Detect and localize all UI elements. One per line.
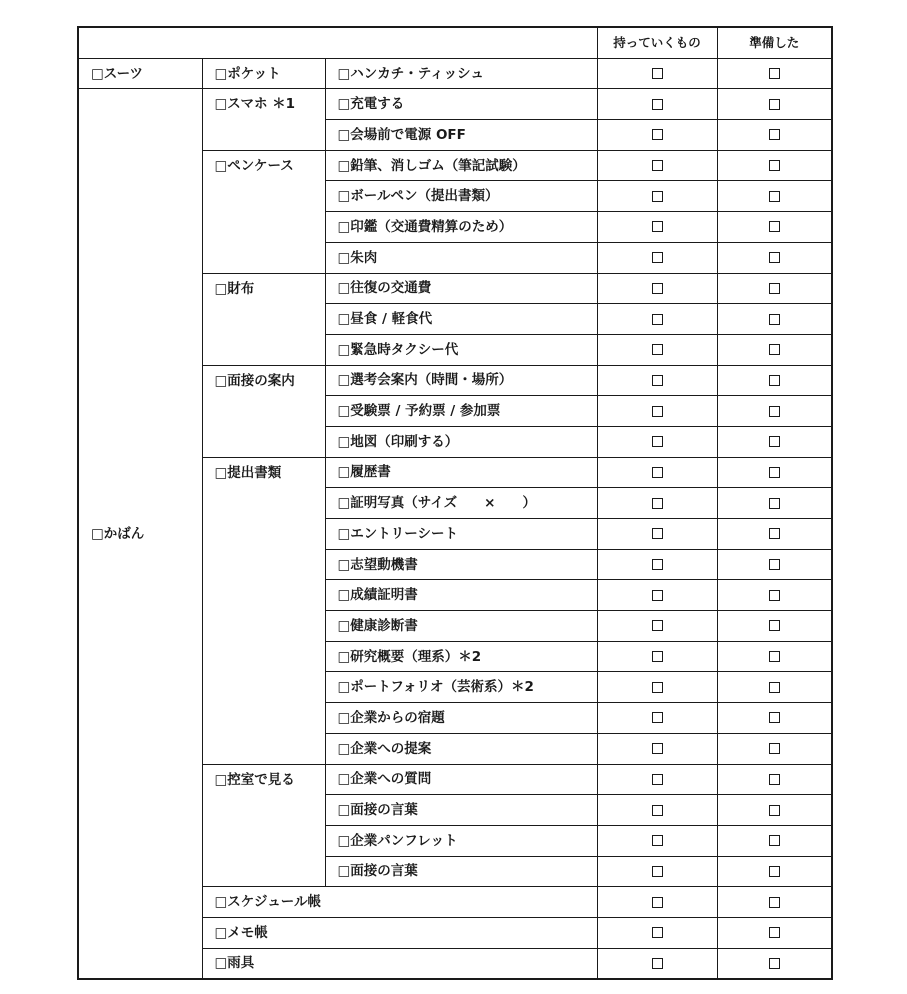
prepared-checkbox[interactable] xyxy=(717,212,832,243)
interview-checklist-table xyxy=(77,26,833,980)
bring-checkbox[interactable] xyxy=(597,672,717,703)
item-label: □選考会案内（時間・場所） xyxy=(325,365,597,396)
item-label: □面接の言葉 xyxy=(325,795,597,826)
prepared-checkbox[interactable] xyxy=(717,703,832,734)
prepared-checkbox[interactable] xyxy=(717,641,832,672)
prepared-checkbox[interactable] xyxy=(717,917,832,948)
bring-checkbox[interactable] xyxy=(597,887,717,918)
prepared-checkbox[interactable] xyxy=(717,365,832,396)
item-label: □履歴書 xyxy=(325,457,597,488)
bring-checkbox[interactable] xyxy=(597,365,717,396)
item-rain-gear: □雨具 xyxy=(202,948,597,979)
bring-checkbox[interactable] xyxy=(597,917,717,948)
bring-checkbox[interactable] xyxy=(597,641,717,672)
bring-checkbox[interactable] xyxy=(597,334,717,365)
bring-checkbox[interactable] xyxy=(597,580,717,611)
bring-checkbox[interactable] xyxy=(597,58,717,89)
item-label: □地図（印刷する） xyxy=(325,426,597,457)
item-label: □朱肉 xyxy=(325,242,597,273)
prepared-checkbox[interactable] xyxy=(717,457,832,488)
prepared-checkbox[interactable] xyxy=(717,181,832,212)
bring-checkbox[interactable] xyxy=(597,825,717,856)
item-label: □研究概要（理系）＊2 xyxy=(325,641,597,672)
bring-checkbox[interactable] xyxy=(597,150,717,181)
item-label: □受験票 / 予約票 / 参加票 xyxy=(325,396,597,427)
item-label: □志望動機書 xyxy=(325,549,597,580)
item-label: □ボールペン（提出書類） xyxy=(325,181,597,212)
prepared-checkbox[interactable] xyxy=(717,795,832,826)
header-bring: 持っていくもの xyxy=(597,27,717,58)
header-row xyxy=(78,27,832,58)
header-blank-cell xyxy=(78,27,597,58)
bring-checkbox[interactable] xyxy=(597,488,717,519)
prepared-checkbox[interactable] xyxy=(717,334,832,365)
bring-checkbox[interactable] xyxy=(597,457,717,488)
prepared-checkbox[interactable] xyxy=(717,519,832,550)
bring-checkbox[interactable] xyxy=(597,426,717,457)
bring-checkbox[interactable] xyxy=(597,733,717,764)
item-label: □健康診断書 xyxy=(325,611,597,642)
prepared-checkbox[interactable] xyxy=(717,426,832,457)
bring-checkbox[interactable] xyxy=(597,181,717,212)
bring-checkbox[interactable] xyxy=(597,764,717,795)
header-prepared: 準備した xyxy=(717,27,832,58)
bring-checkbox[interactable] xyxy=(597,212,717,243)
table-row xyxy=(78,58,832,89)
item-label: □緊急時タクシー代 xyxy=(325,334,597,365)
bring-checkbox[interactable] xyxy=(597,89,717,120)
prepared-checkbox[interactable] xyxy=(717,304,832,335)
bring-checkbox[interactable] xyxy=(597,273,717,304)
category-suit: □スーツ xyxy=(78,58,202,89)
item-label: □往復の交通費 xyxy=(325,273,597,304)
subcategory-smartphone: □スマホ ＊1 xyxy=(202,89,325,150)
item-label: □鉛筆、消しゴム（筆記試験） xyxy=(325,150,597,181)
item-label: □充電する xyxy=(325,89,597,120)
bring-checkbox[interactable] xyxy=(597,856,717,887)
item-label: □企業への提案 xyxy=(325,733,597,764)
prepared-checkbox[interactable] xyxy=(717,58,832,89)
prepared-checkbox[interactable] xyxy=(717,89,832,120)
item-label: □ハンカチ・ティッシュ xyxy=(325,58,597,89)
item-label: □企業パンフレット xyxy=(325,825,597,856)
bring-checkbox[interactable] xyxy=(597,396,717,427)
prepared-checkbox[interactable] xyxy=(717,733,832,764)
category-bag: □かばん xyxy=(78,89,202,979)
prepared-checkbox[interactable] xyxy=(717,488,832,519)
item-label: □印鑑（交通費精算のため） xyxy=(325,212,597,243)
prepared-checkbox[interactable] xyxy=(717,150,832,181)
item-label: □会場前で電源 OFF xyxy=(325,120,597,151)
item-memo-pad: □メモ帳 xyxy=(202,917,597,948)
prepared-checkbox[interactable] xyxy=(717,611,832,642)
subcategory-pencase: □ペンケース xyxy=(202,150,325,273)
prepared-checkbox[interactable] xyxy=(717,242,832,273)
prepared-checkbox[interactable] xyxy=(717,396,832,427)
subcategory-wallet: □財布 xyxy=(202,273,325,365)
bring-checkbox[interactable] xyxy=(597,611,717,642)
item-label: □エントリーシート xyxy=(325,519,597,550)
prepared-checkbox[interactable] xyxy=(717,580,832,611)
bring-checkbox[interactable] xyxy=(597,304,717,335)
item-label: □成績証明書 xyxy=(325,580,597,611)
bring-checkbox[interactable] xyxy=(597,242,717,273)
prepared-checkbox[interactable] xyxy=(717,825,832,856)
prepared-checkbox[interactable] xyxy=(717,273,832,304)
item-schedule-book: □スケジュール帳 xyxy=(202,887,597,918)
bring-checkbox[interactable] xyxy=(597,519,717,550)
prepared-checkbox[interactable] xyxy=(717,764,832,795)
item-label: □ポートフォリオ（芸術系）＊2 xyxy=(325,672,597,703)
subcategory-pocket: □ポケット xyxy=(202,58,325,89)
bring-checkbox[interactable] xyxy=(597,703,717,734)
item-label: □企業への質問 xyxy=(325,764,597,795)
bring-checkbox[interactable] xyxy=(597,120,717,151)
prepared-checkbox[interactable] xyxy=(717,948,832,979)
prepared-checkbox[interactable] xyxy=(717,549,832,580)
item-label: □昼食 / 軽食代 xyxy=(325,304,597,335)
bring-checkbox[interactable] xyxy=(597,795,717,826)
prepared-checkbox[interactable] xyxy=(717,856,832,887)
table-row xyxy=(78,89,832,120)
item-label: □証明写真（サイズ × ） xyxy=(325,488,597,519)
prepared-checkbox[interactable] xyxy=(717,887,832,918)
item-label: □面接の言葉 xyxy=(325,856,597,887)
subcategory-waiting-room: □控室で見る xyxy=(202,764,325,887)
subcategory-interview-guide: □面接の案内 xyxy=(202,365,325,457)
prepared-checkbox[interactable] xyxy=(717,672,832,703)
subcategory-documents: □提出書類 xyxy=(202,457,325,764)
bring-checkbox[interactable] xyxy=(597,549,717,580)
item-label: □企業からの宿題 xyxy=(325,703,597,734)
checklist-sheet xyxy=(77,26,831,980)
prepared-checkbox[interactable] xyxy=(717,120,832,151)
bring-checkbox[interactable] xyxy=(597,948,717,979)
